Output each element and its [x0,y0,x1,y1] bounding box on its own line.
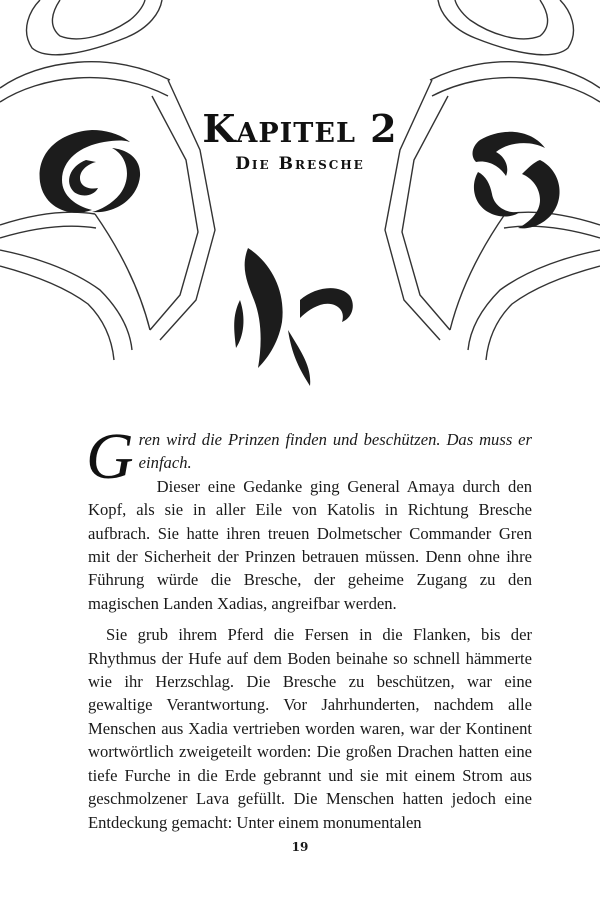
opening-italic-text: ren wird die Prinzen finden und beschützen. Das muss er einfach. [138,430,532,473]
page-number: 19 [291,840,309,854]
chapter-heading [0,106,600,174]
chapter-subtitle: Die Bresche [235,154,365,174]
paragraph-2: Sie grub ihrem Pferd die Fersen in die Flanken, bis der Rhythmus der Hufe auf dem Boden beinahe so schnell hämmerte wie ihr Herzschlag. Die Bresche zu beschützen, war eine gewaltige Verantwortung. Vor Jahrhunderten, nachdem alle Menschen aus Xadia vertrieben worden waren, war der Kontinent wortwörtlich zweigeteilt worden: Die großen Drachen hatten eine tiefe Furche in die Erde gebrannt und sie mit einem Strom aus geschmolzener Lava gefüllt. Die Menschen hatten jedoch eine Entdeckung gemacht: Unter einem monumentalen [88,625,532,832]
chapter-body [86,420,532,834]
chapter-ornament [0,0,600,420]
flame-emblem-icon [234,248,353,386]
opening-paragraph [86,420,532,493]
paragraph-1: Dieser eine Gedanke ging General Amaya durch den Kopf, als sie in aller Eile von Katolis in Richtung Bresche aufbrach. Sie hatte ihren treuen Dolmetscher Commander Gren mit der Sicherheit der Prinzen betrauen müssen. Denn ohne ihre Führung würde die Bresche, der geheime Zugang zu den magischen Landen Xadias, angreifbar werden. [88,476,532,613]
chapter-title: Kapitel 2 [202,106,398,151]
drop-cap: G [86,420,134,493]
